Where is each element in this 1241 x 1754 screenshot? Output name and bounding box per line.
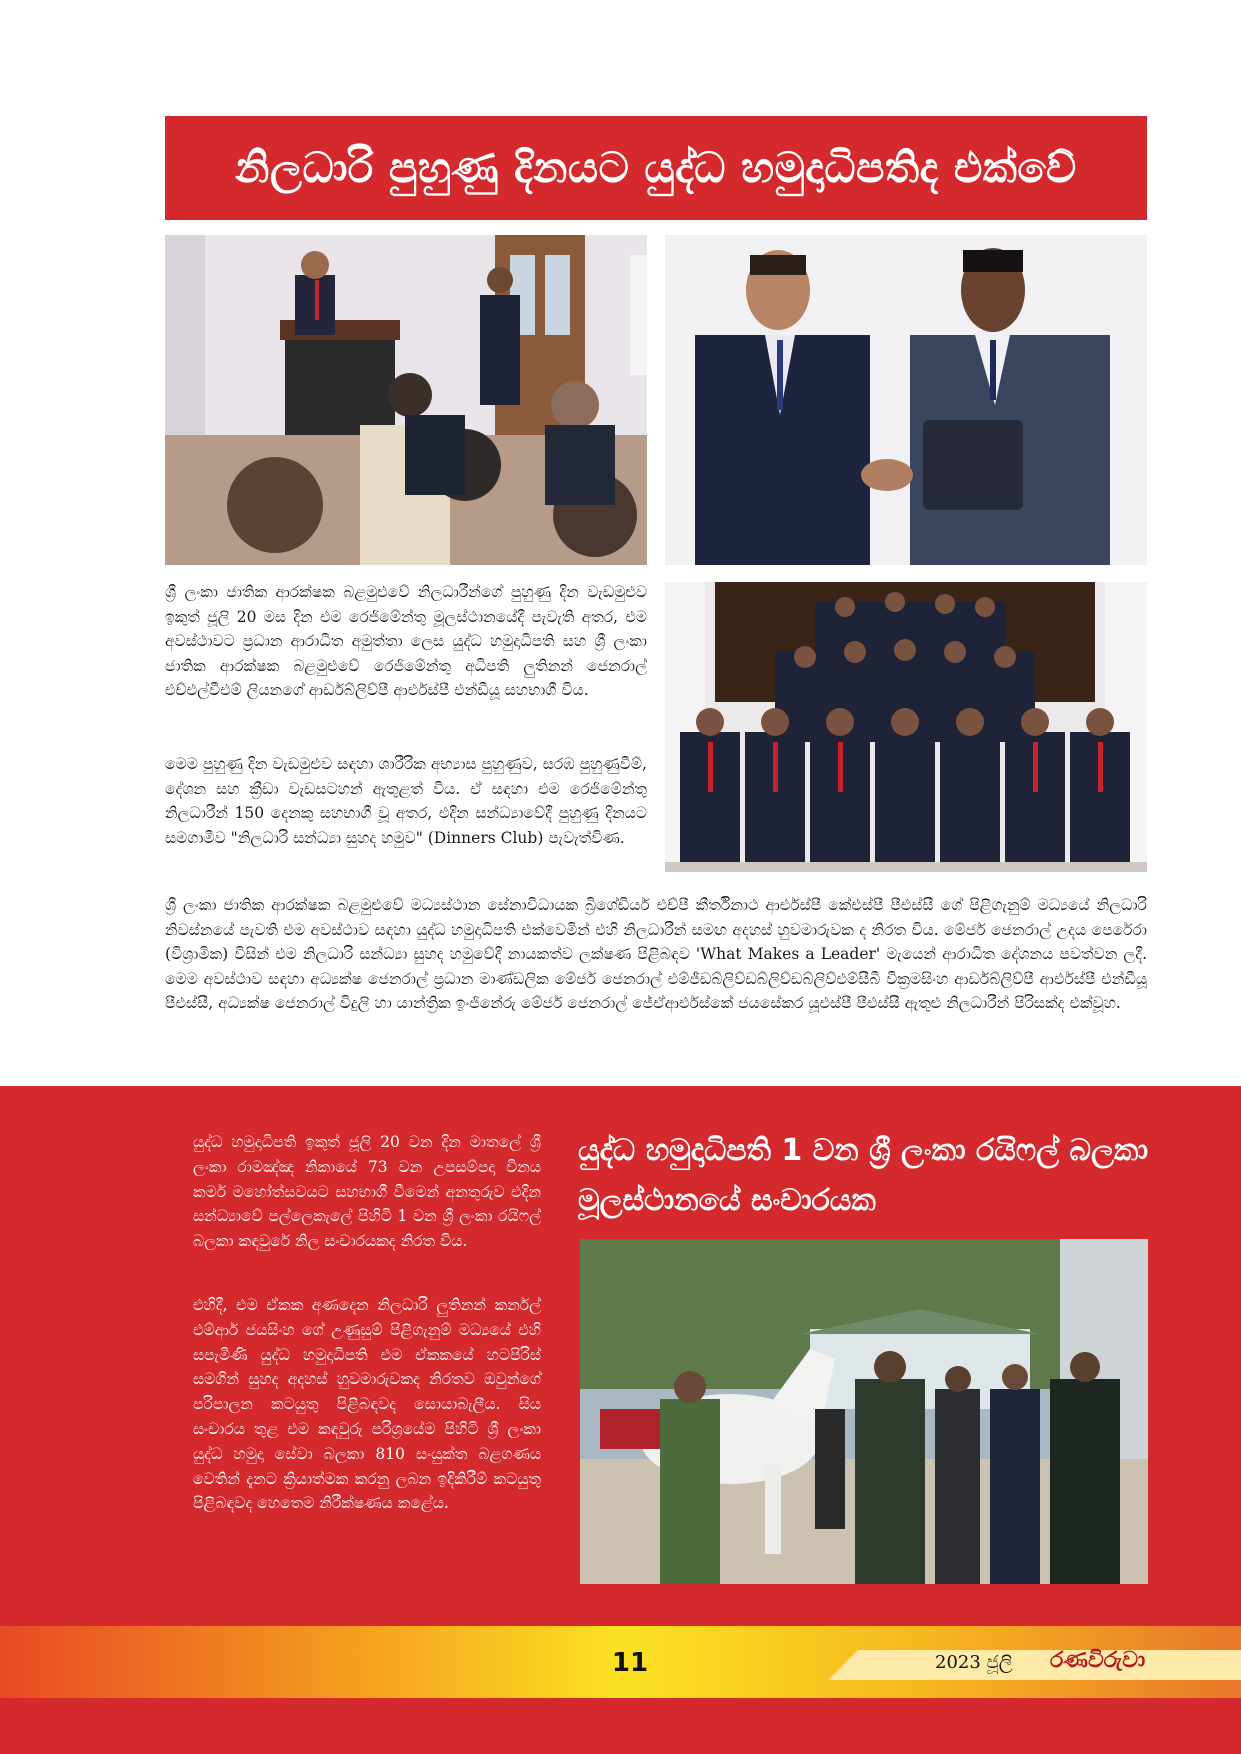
article-paragraph-1: ශ්‍රී ලංකා ජාතික ආරක්ෂක බළමුළුවේ නිලධාරීන්ගේ පුහුණු දින වැඩමුළුව ඉකුත් ජූලි 20 මස දින එම රෙජිමේන්තු මූලස්ථානයේදී පැවැති අතර, එම අවස්ථාවට ප්‍රධාන ආරාධිත අමුත්තා ලෙස යුද්ධ හමුදාධිපති සහ ශ්‍රී ලංකා ජාතික ආරක්ෂක බළමුළුවේ රෙජිමේන්තු අධිපති ලුතිනන් ජෙනරාල් එච්එල්වීඑම් ලියනගේ ආර්ඩබ්ලිව්පී ආර්එස්පී එන්ඩීයූ සහභාගී විය. [165, 583, 647, 700]
feature-title: යුද්ධ හමුදාධිපති 1 වන ශ්‍රී ලංකා රයිෆල් බලකා මූලස්ථානයේ සංචාරයක [578, 1133, 1149, 1218]
article-title-banner [165, 116, 1147, 220]
article-paragraph-3: ශ්‍රී ලංකා ජාතික ආරක්ෂක බළමුළුවේ මධ්‍යස්ථාන සේනාවිධායක බ්‍රිගේඩියර් එච්පී කීර්තිනාථ ආර්එස්පී කේඑස්පී පීඑස්සී ගේ පිළිගැනුම් මධ්‍යයේ නිලධාරි නිවස්නයේ පැවති එම අවස්ථාව සඳහා යුද්ධ හමුදාධිපති එක්වෙමින් එහි නිලධාරීන් සමඟ අදහස් හුවමාරුවක ද නිරත විය. මේජර් ජෙනරාල් උදය පෙරේරා (විශ්‍රාමික) විසින් එම නිලධාරි සන්ධ්‍යා සුහද හමුවේදී නායකත්ව ලක්ෂණ පිළිබඳව 'What Makes a Leader' මැයෙන් ආරාධිත දේශනය පවත්වන ලදී. මෙම අවස්ථාව සඳහා අධ්‍යක්ෂ ජෙනරාල් ප්‍රධාන මාණ්ඩලික මේජර් ජෙනරාල් එම්ජීඩබ්ලිව්ඩබ්ලිව්ඩබ්ලිව්එම්සීබී වික්‍රමසිංහ ආර්ඩබ්ලිව්පී ආර්එස්පී එන්ඩීයූ පීඑස්සී, අධ්‍යක්ෂ ජෙනරාල් විදුලි හා යාන්ත්‍රික ඉංජිනේරු මේජර් ජෙනරාල් ජේඒආර්එස්කේ ජයසේකර යූඑස්පී පීඑස්සී ඇතුළු නිලධාරීන් පිරිසක්ද එක්වූහ. [165, 896, 1147, 1013]
issue-tab [828, 1650, 1241, 1680]
page-number: 11 [611, 1648, 649, 1678]
photo-handshake [665, 235, 1147, 565]
article-title: නිලධාරි පුහුණු දිනයට යුද්ධ හමුදාධිපතිද එක්වේ [235, 143, 1077, 192]
issue-date: 2023 ජූලි [935, 1652, 1013, 1673]
photo-group [665, 582, 1147, 872]
feature-paragraph-2: එහිදී, එම ඒකක අණදෙන නිලධාරි ලුතිනන් කර්නල් එම්ආර් ජයසිංහ ගේ උණුසුම් පිළිගැනුම් මධ්‍යයේ එහි සපැමිණි යුද්ධ හමුදාධිපති එම ඒකකයේ හටපිරිස් සමගින් සුහද අදහස් හුවමාරුවකද නිරතව ඔවුන්ගේ පරිපාලන කටයුතු පිළිබඳවද සොයාබැලීය. සිය සංචාරය තුළ එම කඳවුරු පරිශ්‍රයේම පිහිටි ශ්‍රී ලංකා යුද්ධ හමුදා සේවා බලකා 810 සංයුක්ත බළගණය වෙතින් දැනට ක්‍රියාත්මක කරනු ලබන ඉදිකිරීම් කටයුතු පිළිබඳවද හෙතෙම නිරීක්ෂණය කළේය. [193, 1296, 541, 1513]
footer-bottom-strip [0, 1698, 1241, 1754]
brand-logo: රණවිරුවා [1050, 1648, 1146, 1673]
photo-speaker-podium [165, 235, 647, 565]
feature-paragraph-1: යුද්ධ හමුදාධිපති ඉකුත් ජූලි 20 වන දින මාතලේ ශ්‍රී ලංකා රාමඤ්ඤ නිකායේ 73 වන උපසම්පදා විනය කර්ම මහෝත්සවයට සහභාගී වීමෙන් අනතුරුව එදින සන්ධ්‍යාවේ පල්ලෙකැලේ පිහිටි 1 වන ශ්‍රී ලංකා රයිෆල් බලකා කඳවුරේ නිල සංචාරයකද නිරත විය. [193, 1133, 541, 1251]
photo-horse-visit [580, 1239, 1148, 1584]
article-paragraph-2: මෙම පුහුණු දින වැඩමුළුව සඳහා ශාරීරික අභ්‍යාස පුහුණුව, සරඹ පුහුණුවීම්, දේශන සහ ක්‍රීඩා වැඩසටහන් ඇතුළත් විය. ඒ සඳහා එම රෙජිමේන්තු නිලධාරීන් 150 දෙනකු සහභාගී වූ අතර, එදින සන්ධ්‍යාවේදී පුහුණු දිනයට සමගාමීව "නිලධාරි සන්ධ්‍යා සුහද හමුව" (Dinners Club) පැවැත්විණ. [165, 755, 647, 847]
